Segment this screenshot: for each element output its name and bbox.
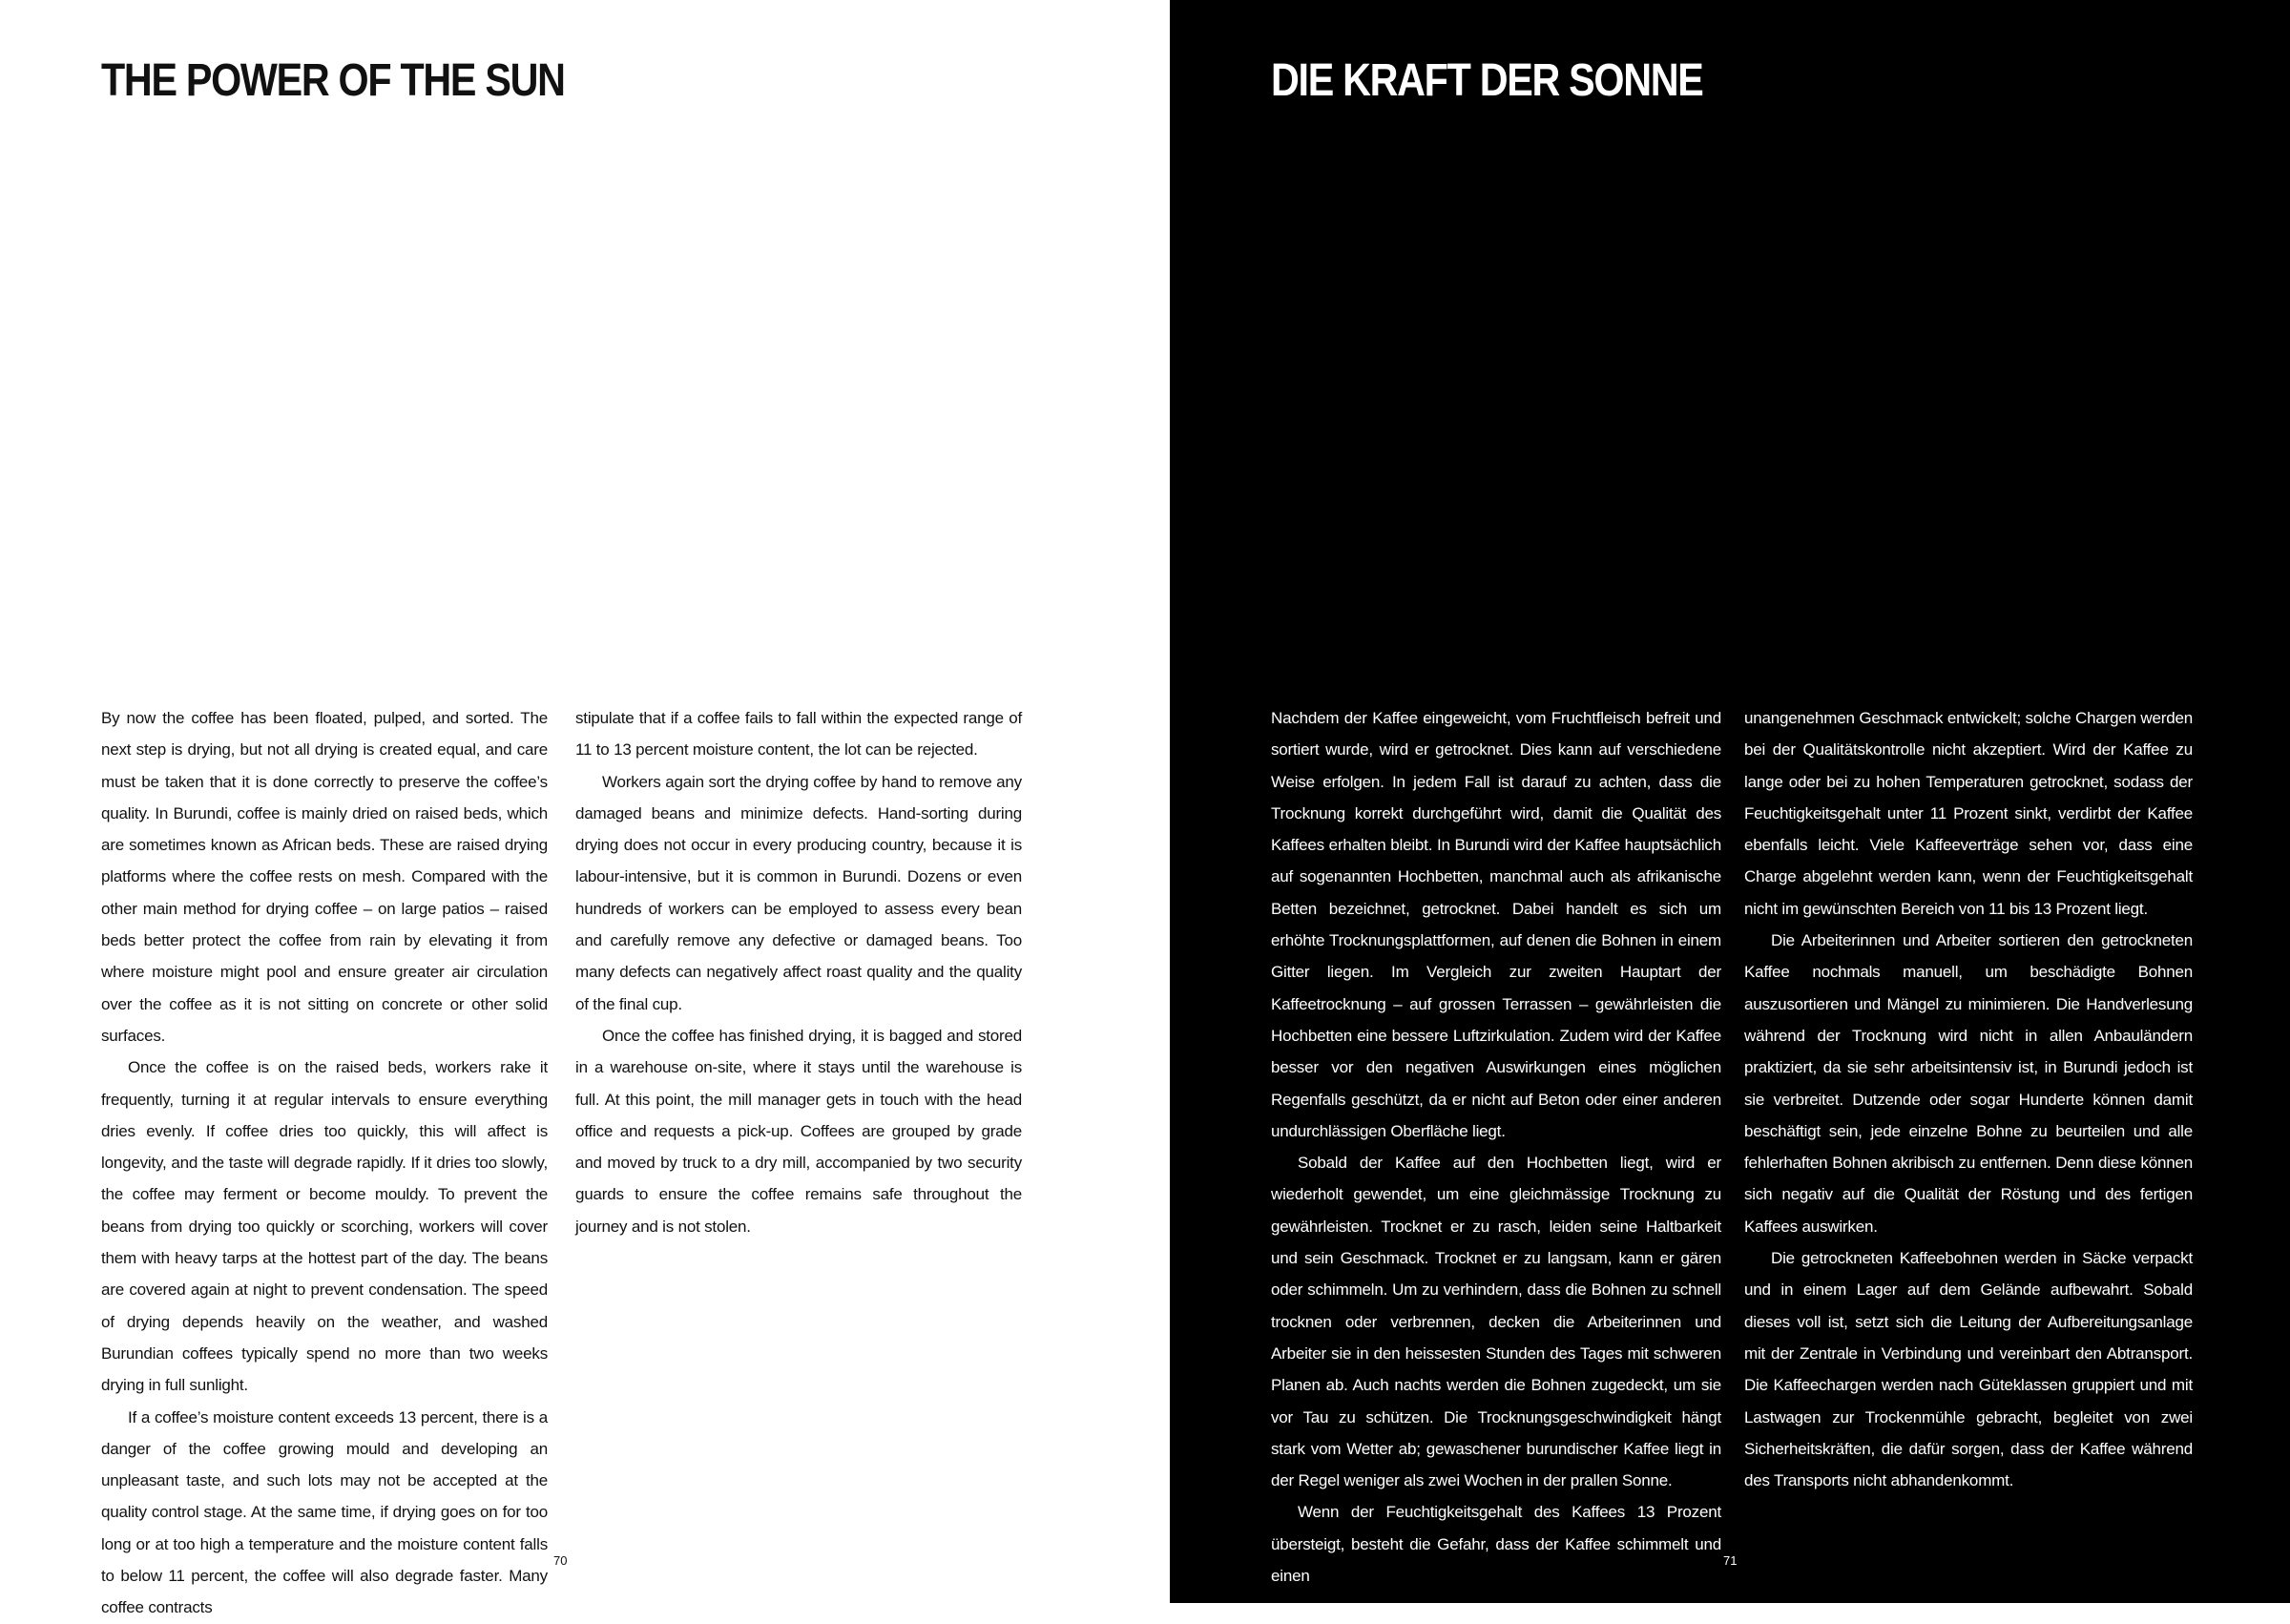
paragraph: Die Arbeiterinnen und Arbeiter sortieren den getrockneten Kaffee nochmals manuell, um beschädigte Bohnen auszusortieren und Mängel zu minimieren. Die Handverlesung während der Trocknung wird nicht in allen Anbauländern praktiziert, da sie sehr arbeitsintensiv ist, in Burundi jedoch ist sie verbreitet. Dutzende oder sogar Hunderte können damit beschäftigt sein, jede einzelne Bohne zu beurteilen und alle fehlerhaften Bohnen akribisch zu entfernen. Denn diese können sich negativ auf die Qualität der Röstung und des fertigen Kaffees auswirken. xyxy=(1744,931,2193,1236)
page-number: 71 xyxy=(1723,1553,1738,1568)
paragraph: Wenn der Feuchtigkeitsgehalt des Kaffees 13 Prozent übersteigt, besteht die Gefahr, dass der Kaffee schimmelt und einen xyxy=(1271,1503,1721,1586)
paragraph: Nachdem der Kaffee eingeweicht, vom Fruchtfleisch befreit und sortiert wurde, wird er getrocknet. Dies kann auf verschiedene Weise erfolgen. In jedem Fall ist darauf zu achten, dass die Trocknung korrekt durchgeführt wird, damit die Qualität des Kaffees erhalten bleibt. In Burundi wird der Kaffee hauptsächlich auf sogenannten Hochbetten, manchmal auch als afrikanische Betten bezeichnet, getrocknet. Dabei handelt es sich um erhöhte Trocknungsplattformen, auf denen die Bohnen in einem Gitter liegen. Im Vergleich zur zweiten Hauptart der Kaffeetrocknung – auf grossen Terrassen – gewährleisten die Hochbetten eine bessere Luftzirkulation. Zudem wird der Kaffee besser vor den negativen Auswirkungen eines möglichen Regenfalls geschützt, da er nicht auf Beton oder einer anderen undurchlässigen Oberfläche liegt. xyxy=(1271,709,1721,1140)
paragraph: Sobald der Kaffee auf den Hochbetten liegt, wird er wiederholt gewendet, um eine gleichmässige Trocknung zu gewährleisten. Trocknet er zu rasch, leiden seine Haltbarkeit und sein Geschmack. Trocknet er zu langsam, kann er gären oder schimmeln. Um zu verhindern, dass die Bohnen zu schnell trocknen oder verbrennen, decken die Arbeiterinnen und Arbeiter sie in den heissesten Stunden des Tages mit schweren Planen ab. Auch nachts werden die Bohnen zugedeckt, um sie vor Tau zu schützen. Die Trocknungsgeschwindigkeit hängt stark vom Wetter ab; gewaschener burundischer Kaffee liegt in der Regel weniger als zwei Wochen in der prallen Sonne. xyxy=(1271,1154,1721,1490)
paragraph: Die getrockneten Kaffeebohnen werden in Säcke verpackt und in einem Lager auf dem Gelände aufbewahrt. Sobald dieses voll ist, setzt sich die Leitung der Aufbereitungsanlage mit der Zentrale in Verbindung und vereinbart den Abtransport. Die Kaffeechargen werden nach Güteklassen gruppiert und mit Lastwagen zur Trockenmühle gebracht, begleitet von zwei Sicherheitskräften, die dafür sorgen, dass der Kaffee während des Transports nicht abhandenkommt. xyxy=(1744,1249,2193,1490)
page-title: DIE KRAFT DER SONNE xyxy=(1271,55,1703,106)
paragraph: coffee contracts xyxy=(101,1598,213,1617)
right-page xyxy=(1170,0,2290,1603)
paragraph: unangenehmen Geschmack entwickelt; solche Chargen werden bei der Qualitätskontrolle nicht akzeptiert. Wird der Kaffee zu lange oder bei zu hohen Temperaturen getrocknet, sodass der Feuchtigkeitsgehalt unter 11 Prozent sinkt, verdirbt der Kaffee ebenfalls leicht. Viele Kaffeeverträge sehen vor, dass eine Charge abgelehnt werden kann, wenn der Feuchtigkeitsgehalt nicht im gewünschten Bereich von 11 bis 13 Prozent liegt. xyxy=(1744,709,2193,918)
text-column-2 xyxy=(1744,702,2193,1496)
text-column-1 xyxy=(1271,702,1721,1592)
